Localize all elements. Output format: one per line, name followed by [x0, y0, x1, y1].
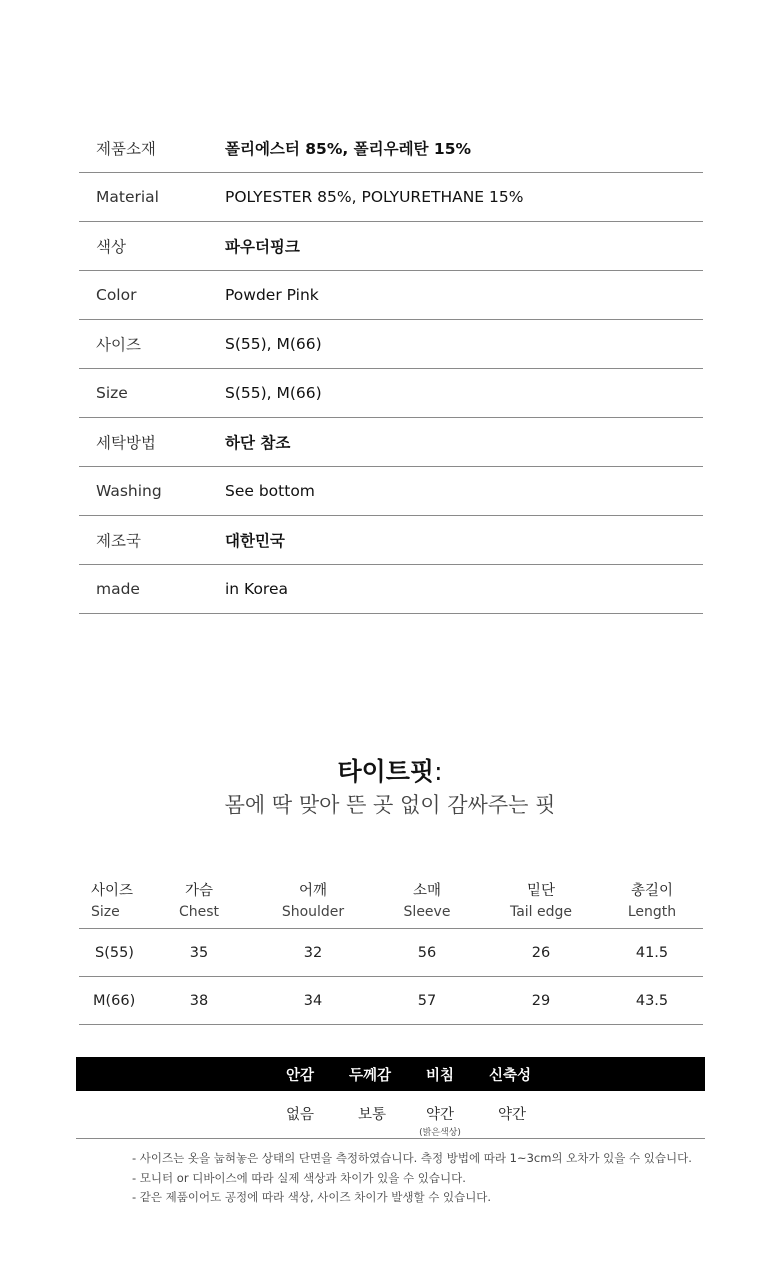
spec-row-color-en: [79, 271, 703, 320]
spec-row-washing-en: [79, 467, 703, 516]
table-cell: 38: [189, 992, 209, 1009]
spec-label: made: [96, 580, 140, 598]
table-cell: 26: [531, 944, 551, 961]
fit-title: [0, 752, 780, 788]
attr-label-stretch: 신축성: [488, 1067, 532, 1084]
spec-label: 사이즈: [96, 336, 141, 354]
attr-label-lining: 안감: [285, 1067, 314, 1084]
note-item: - 사이즈는 옷을 눕혀놓은 상태의 단면을 측정하였습니다. 측정 방법에 따라 1~3cm의 오차가 있을 수 있습니다.: [132, 1151, 692, 1165]
size-table: [79, 876, 703, 1025]
spec-value: Powder Pink: [225, 286, 319, 304]
attr-label-transparency: 비침: [425, 1067, 454, 1084]
table-cell: 32: [303, 944, 323, 961]
spec-value: S(55), M(66): [225, 335, 322, 353]
fit-title-text: 타이트핏: [337, 757, 435, 786]
spec-row-origin-ko: [79, 516, 703, 565]
spec-label: Material: [96, 188, 159, 206]
table-cell: S(55): [95, 944, 134, 961]
attr-value-transparency-note: (밝은색상): [419, 1128, 461, 1138]
fit-description: 몸에 딱 맞아 뜬 곳 없이 감싸주는 핏: [224, 793, 556, 817]
spec-label: Washing: [96, 482, 162, 500]
table-cell: 56: [417, 944, 437, 961]
spec-row-size-ko: [79, 320, 703, 369]
table-cell: 29: [531, 992, 551, 1009]
size-table-header: [79, 876, 703, 929]
table-row: [79, 929, 703, 977]
attribute-values: [76, 1103, 705, 1137]
spec-row-origin-en: [79, 565, 703, 614]
note-item: - 모니터 or 디바이스에 따라 실제 색상과 차이가 있을 수 있습니다.: [132, 1170, 466, 1185]
header-cell-tail-edge: 밑단 Tail edge: [509, 883, 573, 920]
table-cell: 35: [189, 944, 209, 961]
spec-label: 색상: [96, 238, 126, 256]
table-cell: M(66): [93, 992, 136, 1009]
spec-value: 파우더핑크: [225, 238, 300, 256]
header-cell-chest: 가슴 Chest: [178, 883, 220, 920]
attr-value-thickness: 보통: [357, 1107, 386, 1123]
spec-row-material-ko: [79, 124, 703, 173]
spec-value: 대한민국: [225, 532, 285, 550]
spec-label: 제품소재: [96, 140, 156, 158]
attr-value-transparency: 약간 (밝은색상): [400, 1103, 480, 1138]
spec-label: 세탁방법: [96, 434, 156, 452]
note-item: - 같은 제품이어도 공정에 따라 색상, 사이즈 차이가 발생할 수 있습니다.: [132, 1190, 492, 1204]
spec-label: 제조국: [96, 532, 141, 550]
attr-value-stretch: 약간: [497, 1107, 526, 1123]
table-cell: 57: [417, 992, 437, 1009]
attribute-header-bar: [76, 1057, 705, 1091]
header-cell-length: 총길이 Length: [627, 883, 677, 920]
spec-value: in Korea: [225, 580, 288, 598]
header-cell-size: 사이즈 Size: [91, 883, 134, 920]
fit-title-colon: :: [434, 757, 443, 786]
spec-value: 하단 참조: [225, 434, 291, 452]
spec-value: See bottom: [225, 482, 315, 500]
attr-value-lining: 없음: [285, 1107, 314, 1123]
notes: [132, 1149, 692, 1208]
spec-value: S(55), M(66): [225, 384, 322, 402]
header-cell-shoulder: 어깨 Shoulder: [281, 883, 345, 920]
spec-row-size-en: [79, 369, 703, 418]
spec-row-material-en: [79, 173, 703, 222]
header-cell-sleeve: 소매 Sleeve: [403, 883, 451, 920]
attr-label-thickness: 두께감: [348, 1067, 392, 1084]
spec-value: POLYESTER 85%, POLYURETHANE 15%: [225, 188, 524, 206]
spec-value: 폴리에스터 85%, 폴리우레탄 15%: [225, 140, 472, 158]
spec-row-washing-ko: [79, 418, 703, 467]
table-cell: 43.5: [635, 992, 669, 1009]
table-cell: 41.5: [635, 944, 669, 961]
table-row: [79, 977, 703, 1025]
spec-label: Size: [96, 384, 128, 402]
table-cell: 34: [303, 992, 323, 1009]
spec-label: Color: [96, 286, 137, 304]
product-spec-table: [79, 124, 703, 614]
divider: [76, 1138, 705, 1139]
spec-row-color-ko: [79, 222, 703, 271]
